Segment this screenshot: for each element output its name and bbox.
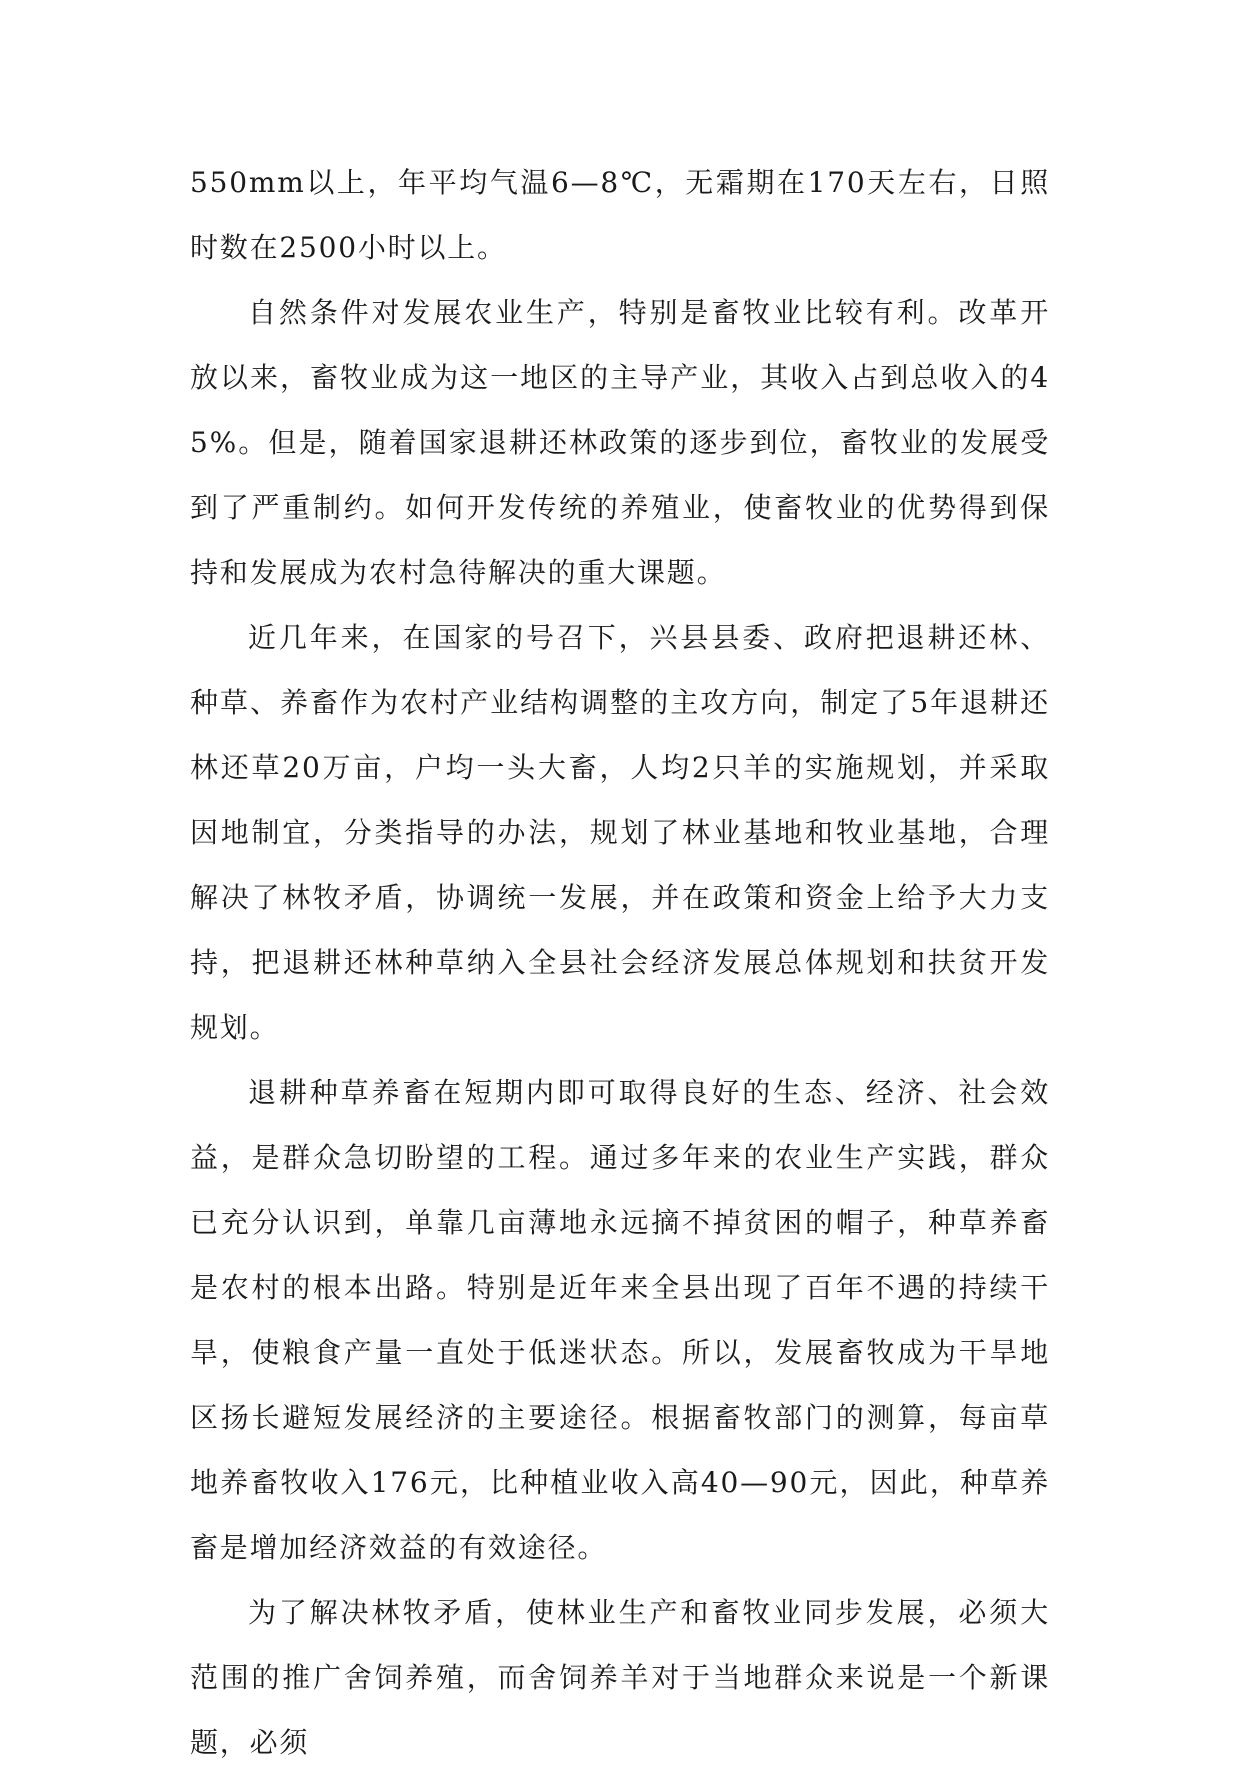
- paragraph-county-policy: 近几年来，在国家的号召下，兴县县委、政府把退耕还林、种草、养畜作为农村产业结构调整的主攻方向，制定了5年退耕还林还草20万亩，户均一头大畜，人均2只羊的实施规划，并采取因地制宜，分类指导的办法，规划了林业基地和牧业基地，合理解决了林牧矛盾，协调统一发展，并在政策和资金上给予大力支持，把退耕还林种草纳入全县社会经济发展总体规划和扶贫开发规划。: [190, 621, 1050, 1044]
- body-text: [190, 150, 1050, 1775]
- paragraph-forestry-livestock-conflict: 为了解决林牧矛盾，使林业生产和畜牧业同步发展，必须大范围的推广舍饲养殖，而舍饲养羊对于当地群众来说是一个新课题，必须: [190, 1596, 1050, 1759]
- paragraph-climate: 550mm以上，年平均气温6—8℃，无霜期在170天左右，日照时数在2500小时以上。: [190, 166, 1050, 264]
- paragraph-grass-livestock-benefits: 退耕种草养畜在短期内即可取得良好的生态、经济、社会效益，是群众急切盼望的工程。通过多年来的农业生产实践，群众已充分认识到，单靠几亩薄地永远摘不掉贫困的帽子，种草养畜是农村的根本出路。特别是近年来全县出现了百年不遇的持续干旱，使粮食产量一直处于低迷状态。所以，发展畜牧成为干旱地区扬长避短发展经济的主要途径。根据畜牧部门的测算，每亩草地养畜牧收入176元，比种植业收入高40—90元，因此，种草养畜是增加经济效益的有效途径。: [190, 1076, 1050, 1564]
- paragraph-natural-conditions: 自然条件对发展农业生产，特别是畜牧业比较有利。改革开放以来，畜牧业成为这一地区的主导产业，其收入占到总收入的45%。但是，随着国家退耕还林政策的逐步到位，畜牧业的发展受到了严重制约。如何开发传统的养殖业，使畜牧业的优势得到保持和发展成为农村急待解决的重大课题。: [190, 296, 1050, 589]
